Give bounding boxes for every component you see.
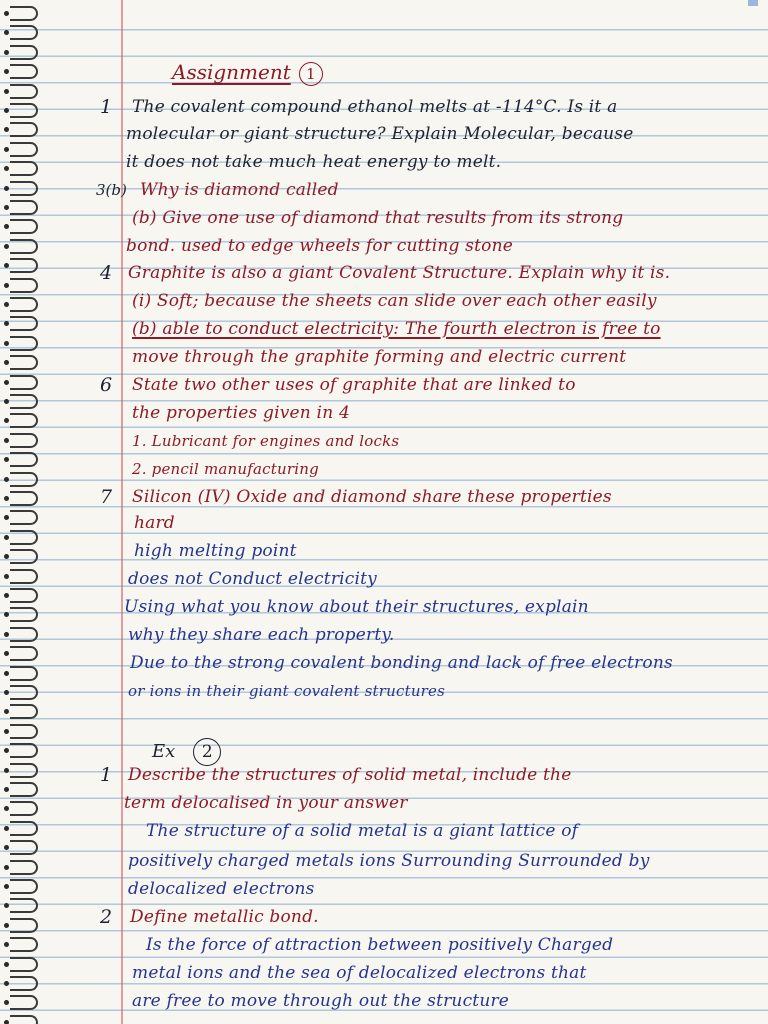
question-text: (b) Give one use of diamond that results from its strong xyxy=(132,208,624,228)
answer-text: (b) able to conduct electricity: The fourth electron is free to xyxy=(132,319,661,339)
question-number: 1 xyxy=(100,764,113,786)
answer-text: bond. used to edge wheels for cutting stone xyxy=(126,236,513,256)
question-text: molecular or giant structure? Explain Molecular, because xyxy=(126,124,634,144)
answer-text: (i) Soft; because the sheets can slide over each other easily xyxy=(132,291,657,311)
answer-text: Is the force of attraction between positively Charged xyxy=(146,935,614,955)
answer-text: metal ions and the sea of delocalized electrons that xyxy=(132,963,587,983)
answer-text: it does not take much heat energy to melt. xyxy=(126,152,502,172)
question-number: 1 xyxy=(100,96,113,118)
assignment-title-text: Assignment xyxy=(172,60,291,84)
question-text: Using what you know about their structures, explain xyxy=(124,597,589,617)
answer-text: Due to the strong covalent bonding and lack of free electrons xyxy=(130,653,673,673)
assignment-title xyxy=(172,60,323,86)
question-text: the properties given in 4 xyxy=(132,403,350,423)
question-number: 7 xyxy=(100,486,113,508)
question-number: 6 xyxy=(100,374,113,396)
answer-text: delocalized electrons xyxy=(128,879,315,899)
assignment-number-circle: 1 xyxy=(299,62,323,86)
question-text: Silicon (IV) Oxide and diamond share these properties xyxy=(132,487,612,507)
question-text: State two other uses of graphite that are linked to xyxy=(132,375,576,395)
question-number: 4 xyxy=(100,262,113,284)
question-text: Define metallic bond. xyxy=(130,907,319,927)
exercise-number-circle: 2 xyxy=(193,738,221,766)
exercise-heading-text: Ex xyxy=(152,741,176,762)
question-text: The covalent compound ethanol melts at -114°C. Is it a xyxy=(132,97,618,117)
question-number: 3(b) xyxy=(96,181,127,199)
answer-text: or ions in their giant covalent structures xyxy=(128,682,446,700)
question-number: 2 xyxy=(100,906,113,928)
answer-text: 1. Lubricant for engines and locks xyxy=(132,432,400,450)
question-text: does not Conduct electricity xyxy=(128,569,377,589)
answer-text: 2. pencil manufacturing xyxy=(132,460,319,478)
question-text: high melting point xyxy=(134,541,297,561)
question-text: term delocalised in your answer xyxy=(124,793,408,813)
answer-text: are free to move through out the structure xyxy=(132,991,510,1011)
question-text: Why is diamond called xyxy=(140,180,339,200)
question-text: why they share each property. xyxy=(128,625,395,645)
answer-text: move through the graphite forming and electric current xyxy=(132,347,627,367)
question-text: hard xyxy=(134,513,175,533)
answer-text: The structure of a solid metal is a giant lattice of xyxy=(146,821,579,841)
exercise-heading xyxy=(152,738,221,766)
answer-text: positively charged metals ions Surrounding Surrounded by xyxy=(128,851,650,871)
question-text: Graphite is also a giant Covalent Structure. Explain why it is. xyxy=(128,263,671,283)
question-text: Describe the structures of solid metal, include the xyxy=(128,765,572,785)
